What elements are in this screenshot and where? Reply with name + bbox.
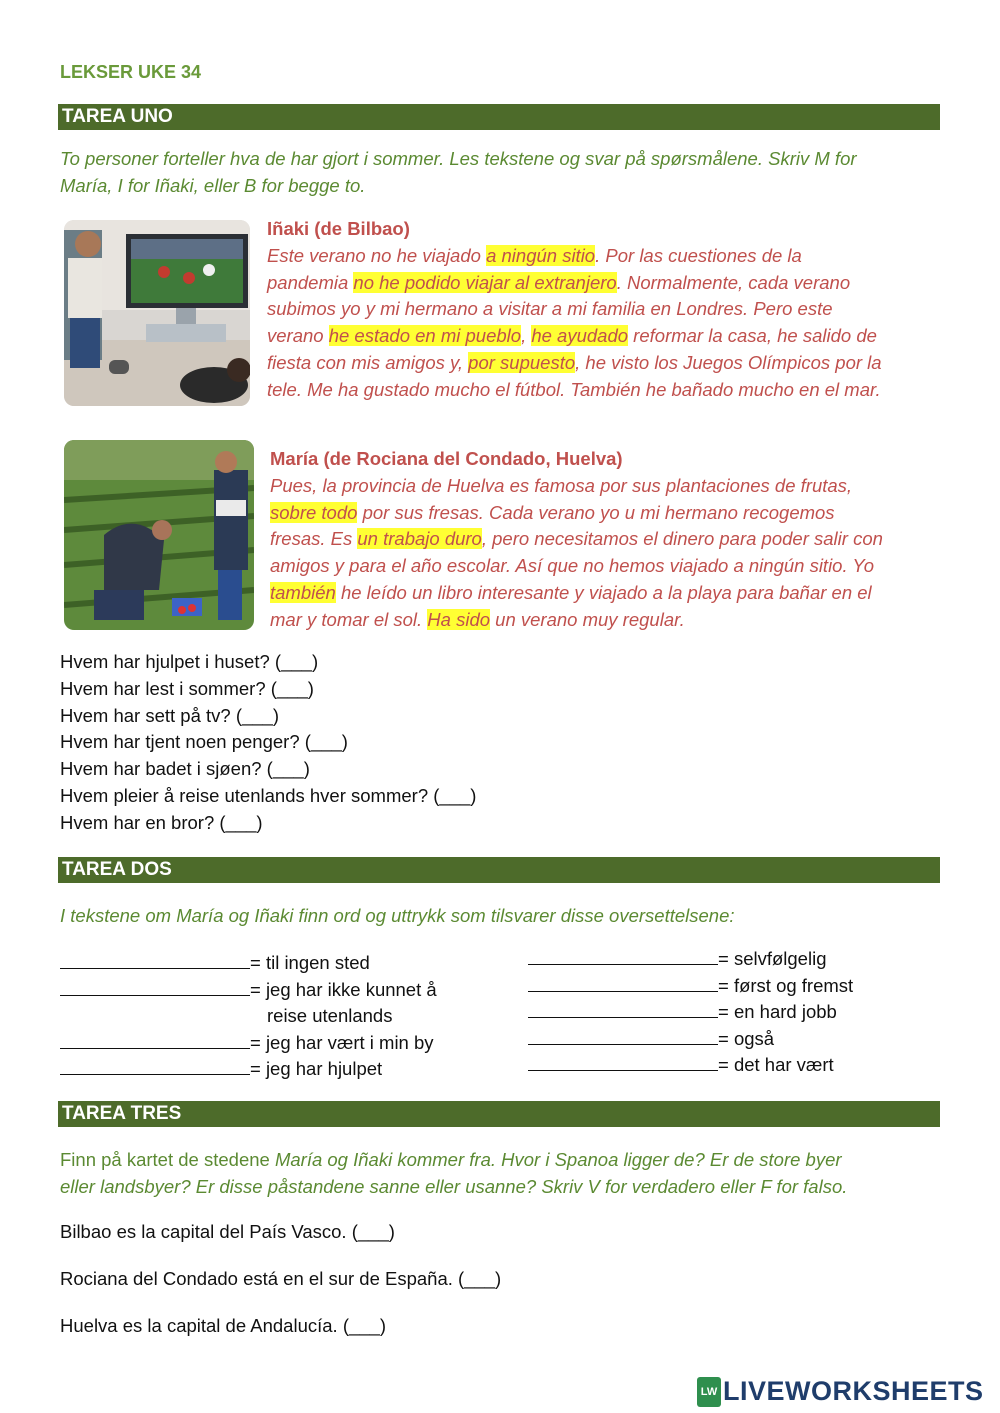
answer-blank[interactable]: [528, 973, 718, 992]
question-item[interactable]: Hvem har tjent noen penger? (___): [60, 731, 348, 753]
section-heading-tarea-uno: TAREA UNO: [58, 104, 940, 130]
question-item[interactable]: Hvem har sett på tv? (___): [60, 704, 280, 726]
tarea-dos-instructions: I tekstene om María og Iñaki finn ord og uttrykk som tilsvarer disse oversettelsene:: [60, 905, 735, 926]
liveworksheets-logo[interactable]: LW LIVEWORKSHEETS: [697, 1376, 984, 1407]
answer-blank[interactable]: [528, 946, 718, 965]
answer-blank[interactable]: [60, 977, 250, 996]
inaki-story: Iñaki (de Bilbao) Este verano no he viajado a ningún sitio. Por las cuestiones de la pandemia no he podido viajar al extranjero. Normalmente, cada verano subimos yo y mi hermano a visitar a mi familia en Londres. Pero este verano he estado en mi pueblo, he ayudado reformar la casa, he salido de fiesta con mis amigos y, por supuesto, he visto los Juegos Olímpicos por la tele. Me ha gustado mucho el fútbol. También he bañado mucho en el mar.: [267, 216, 957, 404]
statement-item[interactable]: Bilbao es la capital del País Vasco. (___): [60, 1221, 395, 1242]
question-list: [60, 649, 476, 837]
page-title: LEKSER UKE 34: [60, 62, 202, 82]
section-heading-tarea-tres: TAREA TRES: [58, 1101, 940, 1127]
maria-name: María (de Rociana del Condado, Huelva): [270, 448, 623, 469]
tv-watching-photo: [64, 220, 250, 406]
answer-blank[interactable]: [60, 1056, 250, 1075]
question-item[interactable]: Hvem har badet i sjøen? (___): [60, 758, 310, 780]
strawberry-field-photo: [64, 440, 254, 630]
statement-item[interactable]: Huelva es la capital de Andalucía. (___): [60, 1315, 387, 1336]
tarea-tres-instructions: Finn på kartet de stedene María og Iñaki kommer fra. Hvor i Spanoa ligger de? Er de store byer eller landsbyer? Er disse påstandene sanne eller usanne? Skriv V for verdadero eller F for falso.: [60, 1149, 848, 1197]
maria-story: María (de Rociana del Condado, Huelva) Pues, la provincia de Huelva es famosa por sus plantaciones de frutas, sobre todo por sus fresas. Cada verano yo u mi hermano recogemos fresas. Es un trabajo duro, pero necesitamos el dinero para poder salir con amigos y para el año escolar. Así que no hemos viajado a ningún sitio. Yo también he leído un libro interesante y viajado a la playa para bañar en el mar y tomar el sol. Ha sido un verano muy regular.: [270, 446, 960, 634]
logo-badge-icon: LW: [697, 1377, 721, 1407]
statement-item[interactable]: Rociana del Condado está en el sur de España. (___): [60, 1268, 502, 1289]
answer-blank[interactable]: [60, 1030, 250, 1049]
inaki-name: Iñaki (de Bilbao): [267, 218, 410, 239]
section-heading-tarea-dos: TAREA DOS: [58, 857, 940, 883]
question-item[interactable]: Hvem har hjulpet i huset? (___): [60, 651, 319, 672]
answer-blank[interactable]: [60, 950, 250, 969]
vocab-right-column: = selvfølgelig = først og fremst = en hard jobb = også = det har vært: [528, 946, 853, 1079]
question-item[interactable]: Hvem har lest i sommer? (___): [60, 677, 314, 699]
vocab-left-column: = til ingen sted = jeg har ikke kunnet å reise utenlands = jeg har vært i min by = jeg har hjulpet: [60, 950, 437, 1083]
answer-blank[interactable]: [528, 1052, 718, 1071]
question-item[interactable]: Hvem pleier å reise utenlands hver sommer? (___): [60, 784, 477, 806]
answer-blank[interactable]: [528, 1026, 718, 1045]
tarea-uno-instructions: To personer forteller hva de har gjort i sommer. Les tekstene og svar på spørsmålene. Skriv M for María, I for Iñaki, eller B for begge to.: [60, 148, 857, 196]
question-item[interactable]: Hvem har en bror? (___): [60, 811, 263, 833]
answer-blank[interactable]: [528, 999, 718, 1018]
